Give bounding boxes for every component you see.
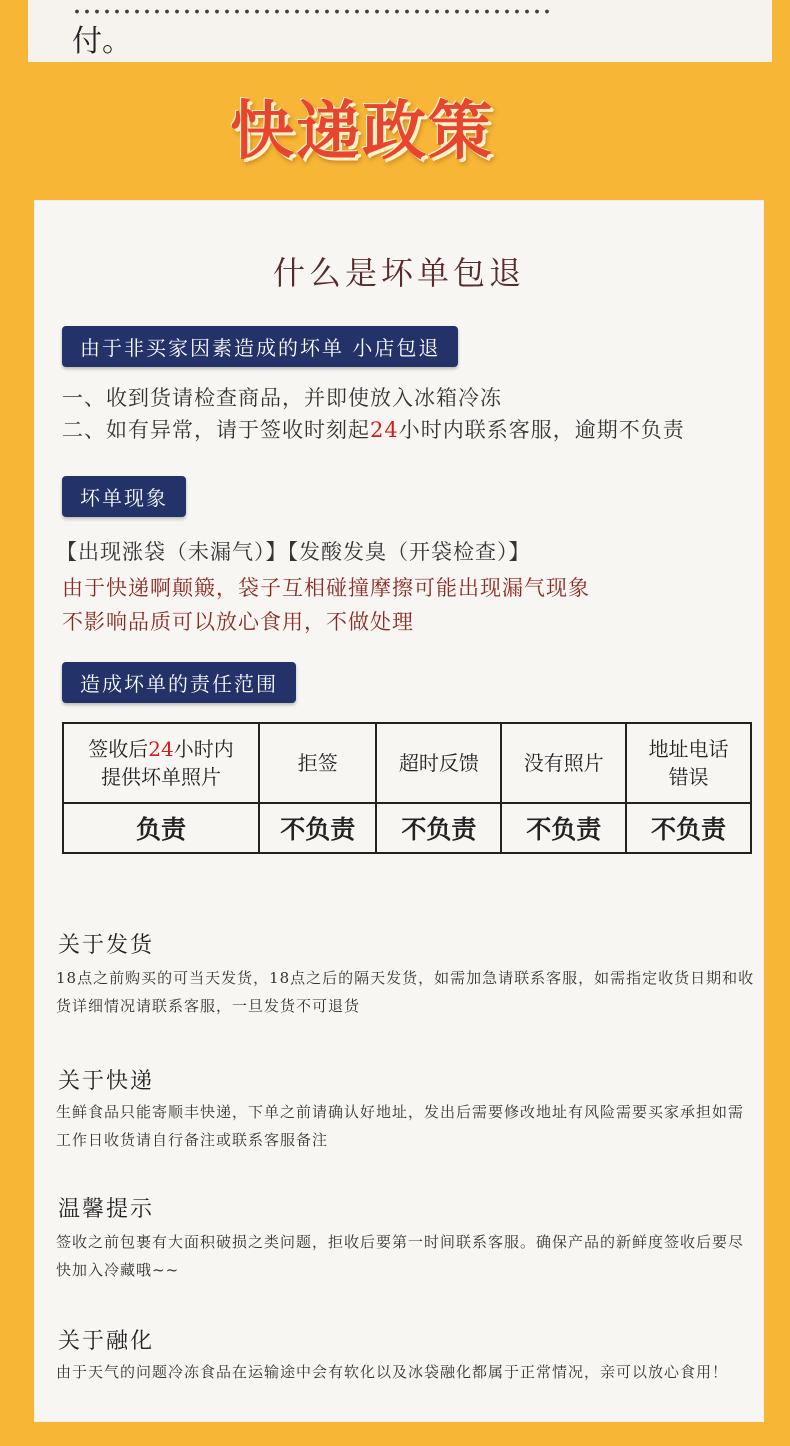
header-late-feedback: 超时反馈 [376,723,501,803]
banner-title: 快递政策 [230,95,494,169]
responsibility-table [62,722,752,854]
header-reject: 拒签 [259,723,376,803]
badge-bad-phenomena: 坏单现象 [62,476,186,517]
header-wrong-address: 地址电话 错误 [626,723,751,803]
previous-card [28,0,772,62]
previous-card-tail-text: 付。 [72,24,132,59]
table-header-row [63,723,751,803]
section-title-shipping: 关于发货 [58,933,155,958]
header-hours: 24 [148,737,174,761]
header-photo-24h: 签收后24小时内 提供坏单照片 [63,723,259,803]
value-not-responsible-2: 不负责 [376,803,501,853]
note-quality-ok: 不影响品质可以放心食用，不做处理 [62,610,414,634]
value-responsible: 负责 [63,803,259,853]
rule-two-hours: 24 [370,418,399,442]
header-no-photo: 没有照片 [501,723,626,803]
value-not-responsible-3: 不负责 [501,803,626,853]
badge-return-policy: 由于非买家因素造成的坏单 小店包退 [62,326,458,367]
value-not-responsible-1: 不负责 [259,803,376,853]
rule-two-prefix: 二、如有异常，请于签收时刻起 [62,418,370,442]
table-value-row [63,803,751,853]
section-title-courier: 关于快递 [58,1069,155,1094]
page-title: 什么是坏单包退 [272,254,525,292]
rule-one: 一、收到货请检查商品，并即使放入冰箱冷冻 [62,386,502,410]
note-shipping-bumps: 由于快递啊颠簸，袋子互相碰撞摩擦可能出现漏气现象 [62,576,590,600]
section-title-melting: 关于融化 [58,1329,155,1354]
rule-two-suffix: 小时内联系客服，逾期不负责 [398,418,685,442]
section-body-melting: 由于天气的问题冷冻食品在运输途中会有软化以及冰袋融化都属于正常情况，亲可以放心食用！ [56,1363,729,1381]
section-body-courier: 生鲜食品只能寄顺丰快递，下单之前请确认好地址，发出后需要修改地址有风险需要买家承担如需工作日收货请自行备注或联系客服备注 [56,1103,745,1149]
badge-responsibility-scope: 造成坏单的责任范围 [62,662,296,703]
section-body-shipping: 18点之前购买的可当天发货，18点之后的隔天发货，如需加急请联系客服，如需指定收货日期和收货详细情况请联系客服，一旦发货不可退货 [56,969,755,1015]
section-body-tips: 签收之前包裹有大面积破损之类问题，拒收后要第一时间联系客服。确保产品的新鲜度签收后要尽快加入冷藏哦~~ [56,1233,745,1279]
value-not-responsible-4: 不负责 [626,803,751,853]
cut-off-text: ………………………………………… [72,0,552,21]
rule-two [62,414,685,444]
section-title-tips: 温馨提示 [58,1197,155,1222]
phenomena-list: 【出现涨袋（未漏气）】【发酸发臭（开袋检查）】 [56,540,531,564]
policy-paper [34,200,764,1422]
